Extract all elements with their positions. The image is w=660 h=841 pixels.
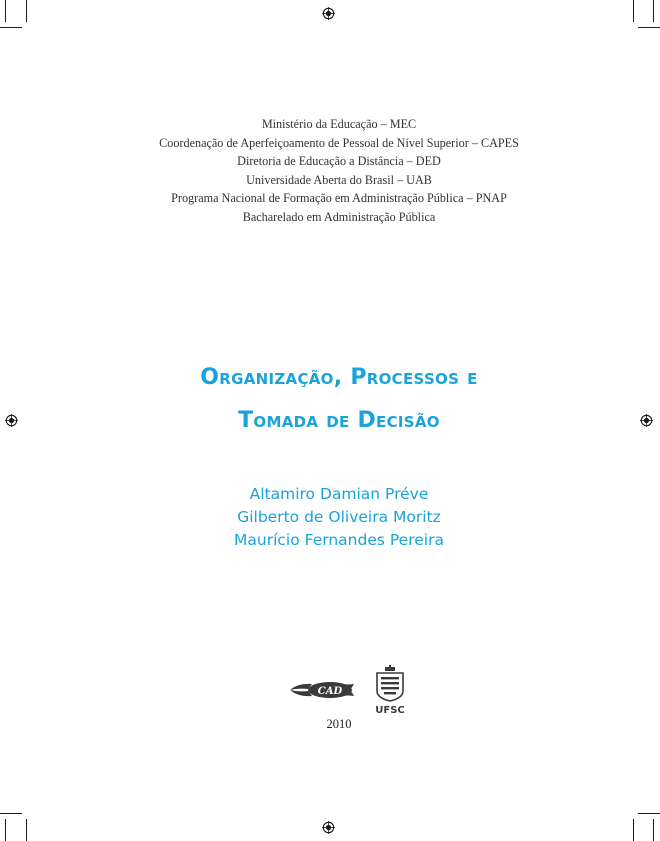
- author-name: Maurício Fernandes Pereira: [234, 531, 444, 549]
- author-name: Altamiro Damian Préve: [249, 485, 429, 503]
- publication-year: 2010: [326, 717, 352, 731]
- institution-line: Ministério da Educação – MEC: [261, 117, 417, 131]
- cad-logo-text: CAD: [317, 686, 343, 697]
- crop-mark: [633, 819, 634, 841]
- crop-mark: [653, 0, 654, 22]
- book-title-line-2: Tomada de Decisão: [238, 408, 440, 433]
- crop-mark: [653, 819, 654, 841]
- crop-mark: [26, 0, 27, 22]
- institution-list: [0, 115, 660, 226]
- registration-mark-icon: [322, 821, 335, 834]
- crop-mark: [5, 0, 6, 22]
- institution-line: Universidade Aberta do Brasil – UAB: [246, 172, 432, 187]
- ufsc-logo: [372, 665, 408, 717]
- registration-mark-icon: [322, 7, 335, 20]
- crop-mark: [26, 819, 27, 841]
- institution-line: Diretoria de Educação a Distância – DED: [237, 154, 441, 168]
- crop-mark: [638, 27, 660, 28]
- institution-line: Coordenação de Aperfeiçoamento de Pessoal de Nível Superior – CAPES: [159, 135, 519, 150]
- author-name: Gilberto de Oliveira Moritz: [237, 508, 441, 526]
- author-list: [0, 483, 660, 552]
- crop-mark: [633, 0, 634, 22]
- crop-mark: [638, 813, 660, 814]
- book-title-line-1: Organização, Processos e: [200, 365, 478, 390]
- crop-mark: [0, 27, 22, 28]
- institution-line: Programa Nacional de Formação em Administração Pública – PNAP: [171, 191, 507, 205]
- crop-mark: [5, 819, 6, 841]
- institution-line: Bacharelado em Administração Pública: [242, 209, 436, 224]
- crop-mark: [0, 813, 22, 814]
- ufsc-logo-text: UFSC: [375, 705, 405, 716]
